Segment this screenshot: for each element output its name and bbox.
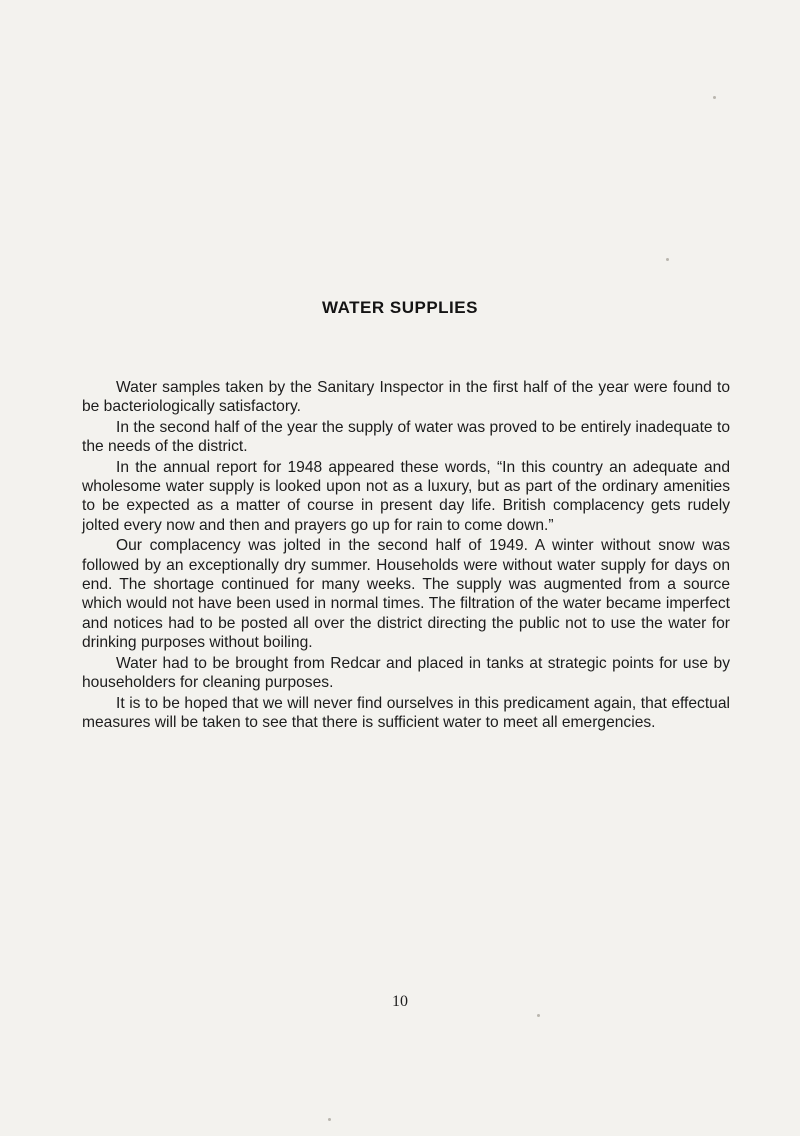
paragraph-annual-report-quote: In the annual report for 1948 appeared these words, “In this country an adequate and wholesome water supply is looked upon not as a luxury, but as part of the ordinary amenities to be expected as a matter of course in present day life. British complacency gets rudely jolted every now and then and prayers go up for rain to come down.” xyxy=(82,458,730,534)
paragraph-complacency: Our complacency was jolted in the second half of 1949. A winter without snow was followed by an exceptionally dry summer. Households were without water supply for days on end. The shortage continued for many weeks. The supply was augmented from a source which would not have been used in normal times. The filtration of the water became imperfect and notices had to be posted all over the district directing the public not to use the water for drinking purposes without boiling. xyxy=(82,537,730,652)
paper-speck xyxy=(328,1118,331,1121)
paragraph-redcar-tanks: Water had to be brought from Redcar and placed in tanks at strategic points for use by householders for cleaning purposes. xyxy=(82,654,730,692)
body-text xyxy=(82,378,730,733)
paper-speck xyxy=(713,96,716,99)
paper-speck xyxy=(666,258,669,261)
paragraph-samples: Water samples taken by the Sanitary Inspector in the first half of the year were found to be bacteriologically satisfactory. xyxy=(82,379,730,416)
paragraph-second-half: In the second half of the year the supply of water was proved to be entirely inadequate to the needs of the district. xyxy=(82,418,730,456)
paragraph-conclusion: It is to be hoped that we will never find ourselves in this predicament again, that effectual measures will be taken to see that there is sufficient water to meet all emergencies. xyxy=(82,694,730,731)
paper-speck xyxy=(537,1014,540,1017)
page-title: WATER SUPPLIES xyxy=(322,298,478,317)
page-number: 10 xyxy=(392,993,408,1010)
